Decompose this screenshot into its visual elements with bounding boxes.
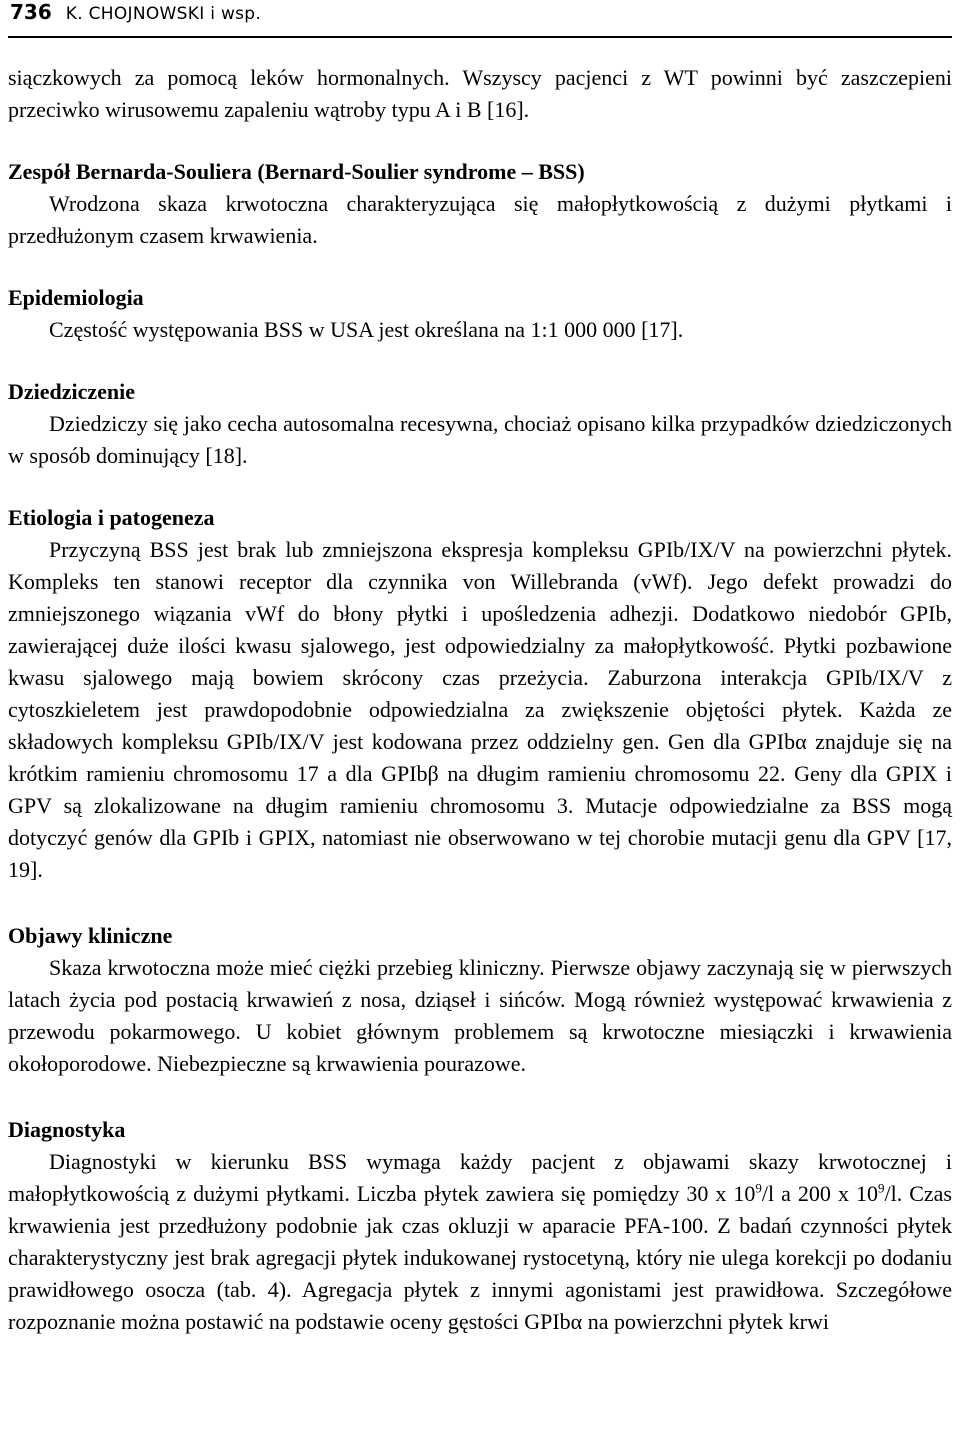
inheritance-heading: Dziedziczenie — [8, 379, 136, 404]
diagnostics-text — [8, 1146, 952, 1338]
section-gap — [8, 1080, 952, 1114]
inheritance-text: Dziedziczy się jako cecha autosomalna recesywna, chociaż opisano kilka przypadków dziedziczonych w sposób dominujący [18]. — [8, 411, 952, 468]
section-gap — [8, 252, 952, 282]
bss-definition: Wrodzona skaza krwotoczna charakteryzująca się małopłytkowością z dużymi płytkami i przedłużonym czasem krwawienia. — [8, 191, 952, 248]
section-gap — [8, 472, 952, 502]
diagnostics-text-part-1: Diagnostyki w kierunku BSS wymaga każdy pacjent z objawami skazy krwotocznej i małopłytkowością z dużymi płytkami. Liczba płytek zawiera się pomiędzy 30 x 10 — [8, 1149, 952, 1206]
intro-paragraph: siączkowych za pomocą leków hormonalnych. Wszyscy pacjenci z WT powinni być zaszczepieni przeciwko wirusowemu zapaleniu wątroby typu A i B [16]. — [8, 65, 952, 122]
etiology-text: Przyczyną BSS jest brak lub zmniejszona ekspresja kompleksu GPIb/IX/V na powierzchni płytek. Kompleks ten stanowi receptor dla czynnika von Willebranda (vWf). Jego defekt prowadzi do zmniejszonego wiązania vWf do błony płytki i upośledzenia adhezji. Dodatkowo niedobór GPIb, zawierającej duże ilości kwasu sjalowego, jest odpowiedzialny za małopłytkowość. Płytki pozbawione kwasu sjalowego mają bowiem skrócony czas przeżycia. Zaburzona interakcja GPIb/IX/V z cytoszkieletem jest prawdopodobnie odpowiedzialna za zwiększenie objętości płytek. Każda ze składowych kompleksu GPIb/IX/V jest kodowana przez oddzielny gen. Gen dla GPIbα znajduje się na krótkim ramieniu chromosomu 17 a dla GPIbβ na długim ramieniu chromosomu 22. Geny dla GPIX i GPV są zlokalizowane na długim ramieniu chromosomu 3. Mutacje odpowiedzialne za BSS mogą dotyczyć genów dla GPIb i GPIX, natomiast nie obserwowano w tej chorobie mutacji genu dla GPV [17, 19]. — [8, 537, 952, 882]
diagnostics-text-part-2: /l a 200 x 10 — [761, 1181, 878, 1206]
epidemiology-text: Częstość występowania BSS w USA jest określana na 1:1 000 000 [17]. — [49, 317, 684, 342]
page-number: 736 — [10, 0, 52, 24]
running-title: K. CHOJNOWSKI i wsp. — [65, 4, 262, 24]
header-rule — [8, 36, 952, 38]
diagnostics-text-part-3: /l. Czas krwawienia jest przedłużony podobnie jak czas okluzji w aparacie PFA-100. Z badań czynności płytek charakterystyczny jest brak agregacji płytek indukowanej rystocetyną, który nie ulega korekcji po dodaniu prawidłowego osocza (tab. 4). Agregacja płytek z innymi agonistami jest prawidłowa. Szczegółowe rozpoznanie można postawić na podstawie oceny gęstości GPIbα na powierzchni płytek krwi — [8, 1181, 952, 1334]
epidemiology-heading: Epidemiologia — [8, 285, 144, 310]
exponent-2: 9 — [877, 1180, 885, 1196]
clinical-heading: Objawy kliniczne — [8, 923, 173, 948]
bss-title: Zespół Bernarda-Souliera (Bernard-Soulier syndrome – BSS) — [8, 159, 585, 184]
section-gap — [8, 886, 952, 920]
diagnostics-heading: Diagnostyka — [8, 1117, 126, 1142]
section-gap — [8, 346, 952, 376]
section-gap — [8, 126, 952, 156]
etiology-heading: Etiologia i patogeneza — [8, 505, 215, 530]
clinical-text: Skaza krwotoczna może mieć ciężki przebieg kliniczny. Pierwsze objawy zaczynają się w pierwszych latach życia pod postacią krwawień z nosa, dziąseł i sińców. Mogą również występować krwawienia z przewodu pokarmowego. U kobiet głównym problemem są krwotoczne miesiączki i krwawienia okołoporodowe. Niebezpieczne są krwawienia pourazowe. — [8, 955, 952, 1076]
article-body — [8, 62, 952, 1338]
running-header — [10, 0, 261, 28]
exponent-1: 9 — [755, 1180, 762, 1196]
